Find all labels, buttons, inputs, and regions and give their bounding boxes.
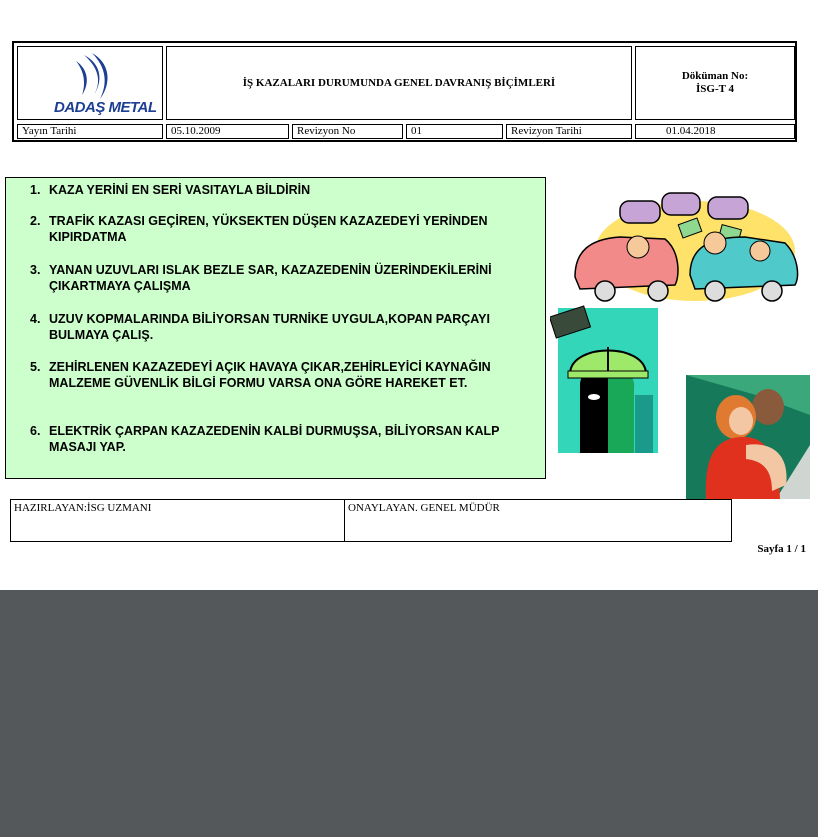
instruction-list — [5, 177, 546, 479]
revision-date-value: 01.04.2018 — [635, 124, 795, 139]
document-header — [12, 41, 797, 142]
rescue-couple-clipart-icon — [686, 375, 810, 499]
document-title: İŞ KAZALARI DURUMUNDA GENEL DAVRANIŞ BİÇİMLERİ — [166, 46, 632, 120]
hardhat-worker-clipart-icon — [550, 303, 660, 453]
company-logo — [17, 46, 163, 120]
revision-no-label: Revizyon No — [292, 124, 403, 139]
list-item: 2. TRAFİK KAZASI GEÇİREN, YÜKSEKTEN DÜŞEN KAZAZEDEYİ YERİNDEN KIPIRDATMA — [30, 214, 488, 244]
list-item: 4. UZUV KOPMALARINDA BİLİYORSAN TURNİKE UYGULA,KOPAN PARÇAYI BULMAYA ÇALIŞ. — [30, 312, 490, 342]
approved-by: ONAYLAYAN. GENEL MÜDÜR — [348, 502, 500, 514]
page-number: Sayfa 1 / 1 — [757, 543, 806, 555]
approval-footer — [10, 499, 732, 542]
publish-date-label: Yayın Tarihi — [17, 124, 163, 139]
document-number-box — [635, 46, 795, 120]
doc-number-value: İSG-T 4 — [695, 83, 734, 95]
revision-date-label: Revizyon Tarihi — [506, 124, 632, 139]
list-item: 1. KAZA YERİNİ EN SERİ VASITAYLA BİLDİRİN — [30, 183, 311, 197]
list-item: 6. ELEKTRİK ÇARPAN KAZAZEDENİN KALBİ DURMUŞSA, BİLİYORSAN KALP MASAJI YAP. — [30, 424, 500, 454]
prepared-by: HAZIRLAYAN:İSG UZMANI — [11, 500, 345, 541]
doc-number-label: Döküman No: — [681, 70, 749, 82]
list-item: 3. YANAN UZUVLARI ISLAK BEZLE SAR, KAZAZEDENİN ÜZERİNDEKİLERİNİ ÇIKARTMAYA ÇALIŞMA — [30, 263, 492, 293]
car-accident-clipart-icon — [570, 181, 800, 309]
revision-no-value: 01 — [406, 124, 503, 139]
logo-text: DADAŞ METAL — [54, 99, 157, 116]
list-item: 5. ZEHİRLENEN KAZAZEDEYİ AÇIK HAVAYA ÇIKAR,ZEHİRLEYİCİ KAYNAĞIN MALZEME GÜVENLİK BİLGİ FORMU VARSA ONA GÖRE HAREKET ET. — [30, 360, 491, 390]
publish-date-value: 05.10.2009 — [166, 124, 289, 139]
